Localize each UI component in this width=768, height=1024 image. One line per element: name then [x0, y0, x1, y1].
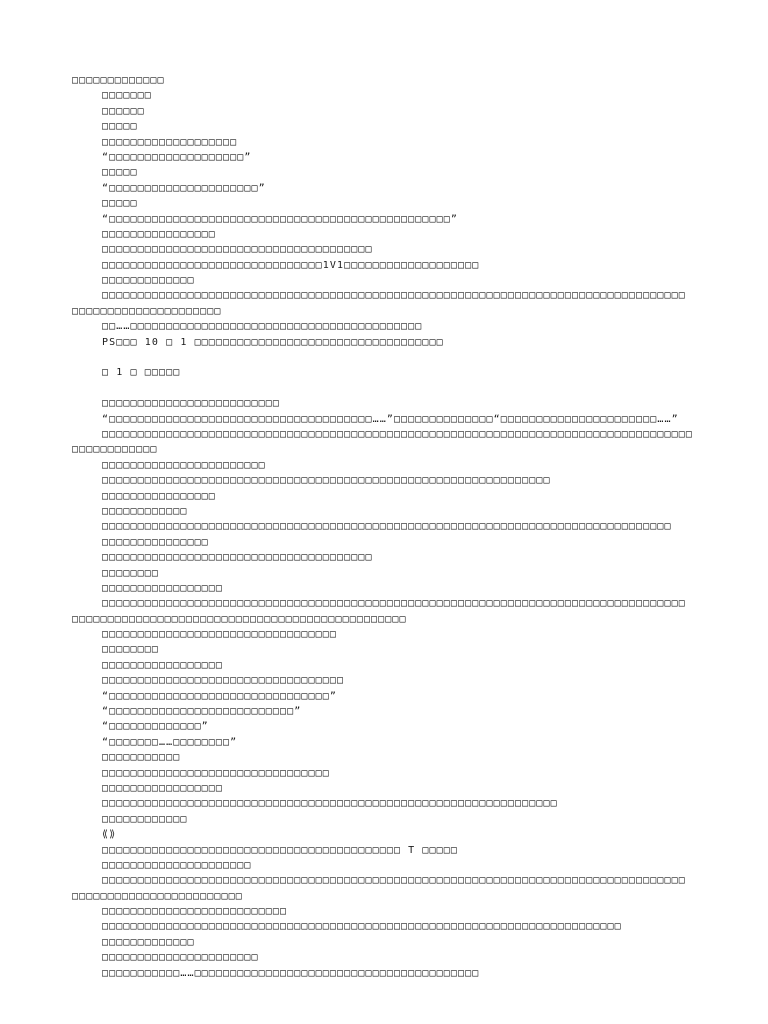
text-line: □□□□□□□□□□□□□□□□□□□ [102, 136, 238, 148]
text-line: □□□□□□□□□□□□□□□□□□□□□□□□□□□□□□□□□□□□□□□□□□□□□□□□□□□□□□□□□□□□□□□□□□□□□□□□□□□□□□□□□□ [102, 875, 686, 887]
text-line: □□□□□ [102, 167, 138, 179]
text-line: □□□□□□□□□□□□□□□□□□□□□□□□□□□□□□□□□ [102, 629, 337, 641]
document-body [0, 73, 768, 981]
text-line: □□□□□□□□□□□□□□□□□ [102, 582, 224, 594]
text-line: □□□□□□□□□□□□□□□□ [102, 490, 216, 502]
quote-line: “□□□□□□□……□□□□□□□□” [102, 736, 238, 748]
text-line: □□□□□□□□□□□□□□□□□□□□□□□□□□□□□□□□□□□□□□□□□□ T □□□□□ [102, 844, 459, 856]
text-line: □□□□□□□□□□□□□□□□□□□□□□□□□□□□□□□□□□□□□□□□□□□□□□□□□□□□□□□□□□□□□□□□□□□□□□□□□□□□□□□□ [102, 521, 672, 533]
symbol-line: ⟪⟫ [102, 829, 117, 841]
text-line: □□□□□□□□□□□□□□□□□□□□□ [102, 859, 252, 871]
document-title: □□□□□□□□□□□□□ [72, 75, 165, 86]
text-line: □□□□□□□□□□□□□□□□□□□□□□□□□□□□□□□□□□□□□□□□□□□□□□□□□□□□□□□□□□□□□□□□□□□□□□□□□ [102, 921, 622, 933]
text-line: □□□□□□□□□□□□□□□□□□□□□□□□□□□□□□□□□□□□□□□□□□□□□□□□□□□□□□□□□□□□□□□□□□□□□□□□□□□□□□□□□□ [102, 598, 686, 610]
text-line: □□□□□□□□□□□□□□□□□□□□□□□□□□□□□□□□ [102, 767, 330, 779]
text-line: □□□□□□□□□□□……□□□□□□□□□□□□□□□□□□□□□□□□□□□□□□□□□□□□□□□□ [102, 967, 480, 979]
text-line-continuation: □□□□□□□□□□□□ [72, 444, 158, 456]
text-line: □□□□□□□□ [102, 644, 159, 656]
text-line: □□□□□□□ [102, 90, 152, 102]
text-line: □□□□□□□□□□□□ [102, 505, 188, 517]
text-line: □□□□□□□□□□□□ [102, 813, 188, 825]
text-line: □□□□□□□□□□□□□□□□ [102, 228, 216, 240]
text-line: □□□□□□□□□□□□□□□□□□□□□□□□□□□□□□□□□□□□□□ [102, 244, 373, 256]
text-line: □□□□□□□□□□□□□□□□□□□□□□□□□□□□□□□□□□□□□□ [102, 552, 373, 564]
text-line: □□□□□□□□□□□□□□□□□□□□□□ [102, 952, 259, 964]
quote-line: “□□□□□□□□□□□□□□□□□□□□□□□□□□□□□□□” [102, 690, 337, 702]
text-line: □□□□□□□□□□□ [102, 752, 181, 764]
text-line: □□□□□ [102, 198, 138, 210]
text-line-continuation: □□□□□□□□□□□□□□□□□□□□□□□□□□□□□□□□□□□□□□□□□□□□□□□ [72, 613, 407, 625]
text-line: □□……□□□□□□□□□□□□□□□□□□□□□□□□□□□□□□□□□□□□□□□□□ [102, 321, 423, 333]
text-line: □□□□□□□□□□□□□□□□□□□□□□□□□□□□□□□□□□□□□□□□□□□□□□□□□□□□□□□□□□□□□□□ [102, 475, 551, 487]
text-line: □□□□□□□□□□□□□□□ [102, 536, 209, 548]
text-line: □□□□□□ [102, 105, 145, 117]
quote-line: “□□□□□□□□□□□□□□□□□□□□□□□□□□” [102, 706, 302, 718]
ps-note-line: PS□□□ 10 □ 1 □□□□□□□□□□□□□□□□□□□□□□□□□□□□□□□□□□□ [102, 336, 444, 348]
text-line: □□□□□□□□□□□□□□□□□□□□□□□□□□□□□□□□□□ [102, 675, 345, 687]
text-line: □□□□□□□□□□□□□□□□□□□□□□□□□ [102, 398, 281, 410]
text-line: □□□□□□□□□□□□□□□□□□□□□□□□□□□□□□□□□□□□□□□□□□□□□□□□□□□□□□□□□□□□□□□□□□□□□□□□□□□□□□□□□□□ [102, 428, 694, 440]
text-line: □□□□□□□□□□□□□□□□□□□□□□□□□□□□□□□□□□□□□□□□□□□□□□□□□□□□□□□□□□□□□□□□ [102, 798, 558, 810]
text-line: □□□□□□□□□□□□□□□□□ [102, 782, 224, 794]
text-line: □□□□□□□□□□□□□□□□□ [102, 659, 224, 671]
text-line-continuation: □□□□□□□□□□□□□□□□□□□□□ [72, 305, 222, 317]
blank-line [0, 381, 768, 396]
quote-line: “□□□□□□□□□□□□□” [102, 721, 209, 733]
quote-line: “□□□□□□□□□□□□□□□□□□□□□” [102, 182, 266, 194]
text-line: □□□□□□□□□□□□□□□□□□□□□□□ [102, 459, 266, 471]
quote-line: “□□□□□□□□□□□□□□□□□□□” [102, 151, 252, 163]
text-line: □□□□□□□□□□□□□□□□□□□□□□□□□□ [102, 906, 288, 918]
text-line: □□□□□□□□□□□□□□□□□□□□□□□□□□□□□□□□□□□□□□□□□□□□□□□□□□□□□□□□□□□□□□□□□□□□□□□□□□□□□□□□□□ [102, 290, 686, 302]
quote-line: “□□□□□□□□□□□□□□□□□□□□□□□□□□□□□□□□□□□□□□□□□□□□□□□□” [102, 213, 459, 225]
text-line-continuation: □□□□□□□□□□□□□□□□□□□□□□□□ [72, 890, 243, 902]
text-line: □□□□□□□□□□□□□□□□□□□□□□□□□□□□□□□1V1□□□□□□□□□□□□□□□□□□□ [102, 259, 480, 271]
chapter-heading: □ 1 □ □□□□□ [102, 367, 181, 379]
text-line: □□□□□□□□□□□□□ [102, 275, 195, 287]
text-line: □□□□□ [102, 121, 138, 133]
text-line: □□□□□□□□ [102, 567, 159, 579]
text-line: □□□□□□□□□□□□□ [102, 936, 195, 948]
blank-line [0, 350, 768, 365]
quote-line: “□□□□□□□□□□□□□□□□□□□□□□□□□□□□□□□□□□□□□……”□□□□□□□□□□□□□□“□□□□□□□□□□□□□□□□□□□□□□……” [102, 413, 679, 425]
